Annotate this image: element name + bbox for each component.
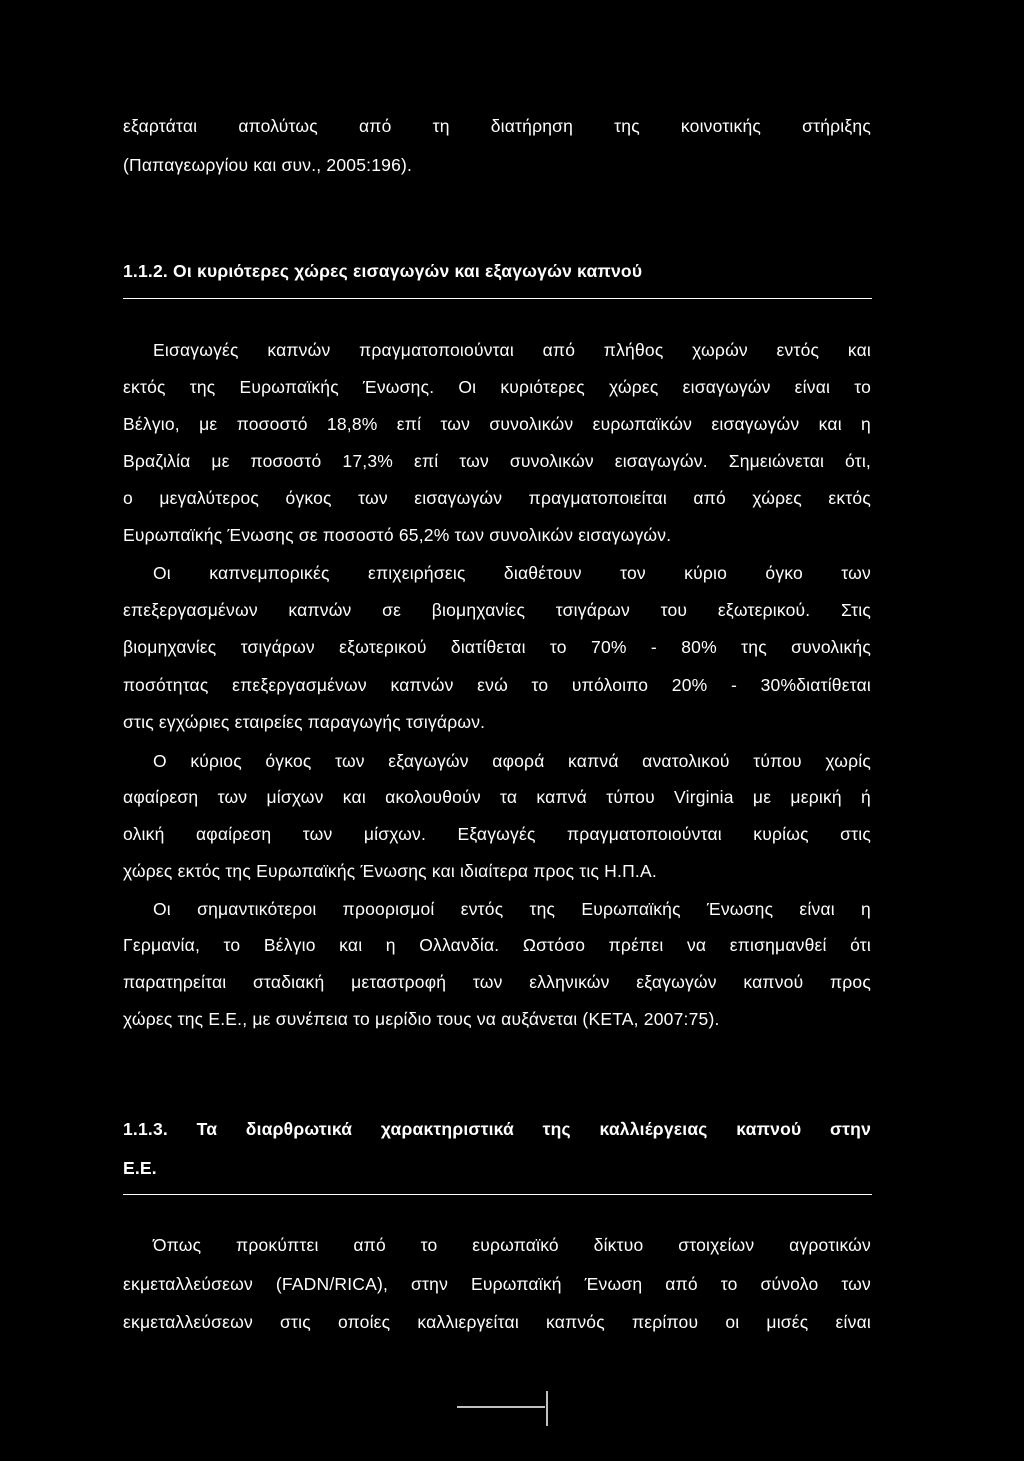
text-line: Βραζιλία με ποσοστό 17,3% επί των συνολικών εισαγωγών. Σημειώνεται ότι, <box>123 451 871 471</box>
text-line: εκμεταλλεύσεων στις οποίες καλλιεργείται καπνός περίπου οι μισές είναι <box>123 1312 871 1332</box>
section-heading-continued: Ε.Ε. <box>123 1158 157 1178</box>
text-line: εξαρτάται απολύτως από τη διατήρηση της κοινοτικής στήριξης <box>123 116 871 136</box>
text-line: στις εγχώριες εταιρείες παραγωγής τσιγάρων. <box>123 712 486 732</box>
text-line: παρατηρείται σταδιακή μεταστροφή των ελληνικών εξαγωγών καπνού προς <box>123 972 871 992</box>
text-line: Βέλγιο, με ποσοστό 18,8% επί των συνολικών ευρωπαϊκών εισαγωγών και η <box>123 414 871 434</box>
text-line: Ευρωπαϊκής Ένωσης σε ποσοστό 65,2% των συνολικών εισαγωγών. <box>123 525 672 545</box>
text-line: ολική αφαίρεση των μίσχων. Εξαγωγές πραγματοποιούνται κυρίως στις <box>123 824 871 844</box>
text-line: επεξεργασμένων καπνών σε βιομηχανίες τσιγάρων του εξωτερικού. Στις <box>123 600 871 620</box>
text-line: ο μεγαλύτερος όγκος των εισαγωγών πραγματοποιείται από χώρες εκτός <box>123 488 871 508</box>
heading-underline <box>123 1194 872 1195</box>
text-line: εκμεταλλεύσεων (FADN/RICA), στην Ευρωπαϊκή Ένωση από το σύνολο των <box>123 1274 871 1294</box>
text-line: Όπως προκύπτει από το ευρωπαϊκό δίκτυο στοιχείων αγροτικών <box>153 1235 871 1255</box>
text-line: Οι καπνεμπορικές επιχειρήσεις διαθέτουν τον κύριο όγκο των <box>153 563 871 583</box>
text-line: Γερμανία, το Βέλγιο και η Ολλανδία. Ωστόσο πρέπει να επισημανθεί ότι <box>123 935 871 955</box>
text-line: Οι σημαντικότεροι προορισμοί εντός της Ευρωπαϊκής Ένωσης είναι η <box>153 899 871 919</box>
text-line: ποσότητας επεξεργασμένων καπνών ενώ το υπόλοιπο 20% - 30%διατίθεται <box>123 675 871 695</box>
text-line: αφαίρεση των μίσχων και ακολουθούν τα καπνά τύπου Virginia με μερική ή <box>123 787 871 807</box>
text-line: βιομηχανίες τσιγάρων εξωτερικού διατίθεται το 70% - 80% της συνολικής <box>123 637 871 657</box>
heading-underline <box>123 298 872 299</box>
section-heading: 1.1.3. Τα διαρθρωτικά χαρακτηριστικά της καλλιέργειας καπνού στην <box>123 1119 871 1139</box>
text-line: χώρες της Ε.Ε., με συνέπεια το μερίδιο τους να αυξάνεται (ΚΕΤΑ, 2007:75). <box>123 1009 720 1029</box>
section-heading: 1.1.2. Οι κυριότερες χώρες εισαγωγών και εξαγωγών καπνού <box>123 261 643 281</box>
text-line: Ο κύριος όγκος των εξαγωγών αφορά καπνά ανατολικού τύπου χωρίς <box>153 751 871 771</box>
text-line: Εισαγωγές καπνών πραγματοποιούνται από πλήθος χωρών εντός και <box>153 340 871 360</box>
page-footer-mark <box>455 1388 555 1428</box>
text-line: εκτός της Ευρωπαϊκής Ένωσης. Οι κυριότερες χώρες εισαγωγών είναι το <box>123 377 871 397</box>
text-line: (Παπαγεωργίου και συν., 2005:196). <box>123 155 413 175</box>
text-line: χώρες εκτός της Ευρωπαϊκής Ένωσης και ιδιαίτερα προς τις Η.Π.Α. <box>123 861 657 881</box>
